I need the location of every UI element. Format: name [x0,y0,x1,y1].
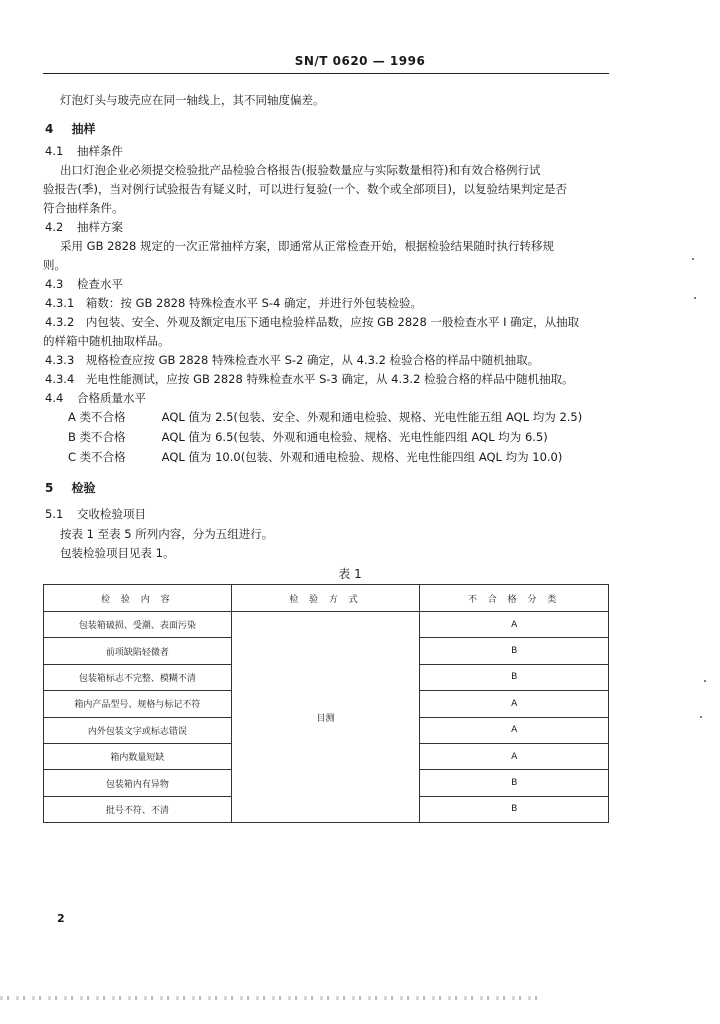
table-cell-class: B [420,638,609,664]
section-5-title: 检验 [71,481,96,495]
section-4-1-heading [45,143,123,159]
aql-class-b [68,429,548,445]
section-4-1-line-2: 验报告(季)，当对例行试验报告有疑义时，可以进行复验(一个、数个或全部项目)，以复验结果判定是否 [43,182,567,196]
aql-class-c [68,449,562,465]
table-cell-class: A [420,612,609,638]
section-4-4-heading [45,390,146,406]
section-4-3-number: 4.3 [45,277,64,291]
table-1-header-row [44,585,609,612]
table-1 [43,584,609,823]
scan-noise-strip [0,996,540,1000]
aql-class-a-text: AQL 值为 2.5(包装、安全、外观和通电检验、规格、光电性能五组 AQL 均为 2.5) [161,410,583,424]
standard-number: SN/T 0620 — 1996 [294,54,426,68]
section-5-1-number: 5.1 [45,507,64,521]
page-number: 2 [57,912,65,925]
table-1-header-class: 不 合 格 分 类 [420,585,609,612]
table-cell-class: A [420,743,609,769]
section-4-heading [45,120,96,137]
aql-class-a [68,409,582,425]
table-cell-item: 包装箱内有异物 [44,770,232,796]
section-4-3-3-number: 4.3.3 [45,353,75,367]
table-cell-class: A [420,691,609,717]
table-row [44,612,609,638]
section-4-3-3 [45,352,539,368]
section-4-4-number: 4.4 [45,391,64,405]
section-4-number: 4 [45,122,54,136]
section-5-1-line-2: 包装检验项目见表 1。 [60,546,175,560]
table-cell-class: B [420,664,609,690]
table-cell-class: B [420,796,609,822]
section-4-2-number: 4.2 [45,220,64,234]
section-4-3-3-text: 规格检查应按 GB 2828 特殊检查水平 S-2 确定，从 4.3.2 检验合格的样品中随机抽取。 [85,353,540,367]
section-4-3-1 [45,295,422,311]
table-cell-item: 包装箱标志不完整、模糊不清 [44,664,232,690]
table-cell-item: 箱内产品型号、规格与标记不符 [44,691,232,717]
section-4-title: 抽样 [71,122,96,136]
table-cell-item: 批号不符、不清 [44,796,232,822]
section-4-2-heading [45,219,123,235]
aql-class-c-text: AQL 值为 10.0(包装、外观和通电检验、规格、光电性能四组 AQL 均为 10.0) [161,450,563,464]
section-4-1-line-1: 出口灯泡企业必须提交检验批产品检验合格报告(报验数量应与实际数量相符)和有效合格例行试 [60,163,541,177]
section-4-3-2 [45,314,579,330]
section-4-4-title: 合格质量水平 [76,391,146,405]
table-cell-item: 箱内数量短缺 [44,743,232,769]
section-5-1-title: 交收检验项目 [76,507,146,521]
section-4-3-2-line-1: 内包装、安全、外观及额定电压下通电检验样品数，应按 GB 2828 一般检查水平 I 确定，从抽取 [85,315,580,329]
section-5-1-line-1: 按表 1 至表 5 所列内容，分为五组进行。 [60,527,274,541]
table-1-caption: 表 1 [338,567,362,581]
table-cell-item: 前项缺陷轻微者 [44,638,232,664]
section-4-3-heading [45,276,123,292]
section-4-2-line-1: 采用 GB 2828 规定的一次正常抽样方案，即通常从正常检查开始，根据检验结果随时执行转移规 [60,239,555,253]
scan-speck [694,297,696,299]
section-4-3-1-text: 箱数：按 GB 2828 特殊检查水平 S-4 确定，并进行外包装检验。 [85,296,423,310]
section-4-1-title: 抽样条件 [76,144,123,158]
scan-speck [692,258,694,260]
table-cell-method: 目测 [231,612,420,823]
header-rule [43,73,609,74]
section-4-1-line-3: 符合抽样条件。 [43,201,124,215]
table-1-header-method: 检 验 方 式 [231,585,420,612]
table-cell-item: 包装箱破损、受潮、表面污染 [44,612,232,638]
scan-speck [700,716,702,718]
aql-class-b-text: AQL 值为 6.5(包装、外观和通电检验、规格、光电性能四组 AQL 均为 6.5) [161,430,548,444]
section-4-3-title: 检查水平 [76,277,123,291]
section-4-3-2-number: 4.3.2 [45,315,75,329]
section-5-number: 5 [45,481,54,495]
section-4-3-4-text: 光电性能测试，应按 GB 2828 特殊检查水平 S-3 确定，从 4.3.2 检验合格的样品中随机抽取。 [85,372,574,386]
aql-class-a-label: A 类不合格 [68,410,126,424]
aql-class-b-label: B 类不合格 [68,430,126,444]
table-cell-class: B [420,770,609,796]
section-5-heading [45,479,96,496]
section-4-1-number: 4.1 [45,144,64,158]
aql-class-c-label: C 类不合格 [68,450,126,464]
section-4-3-4 [45,371,574,387]
section-4-3-1-number: 4.3.1 [45,296,75,310]
section-4-2-title: 抽样方案 [76,220,123,234]
section-5-1-heading [45,506,146,522]
section-4-3-2-line-2: 的样箱中随机抽取样品。 [43,334,170,348]
table-1-header-item: 检 验 内 容 [44,585,232,612]
scan-speck [704,680,706,682]
section-4-3-4-number: 4.3.4 [45,372,75,386]
intro-line: 灯泡灯头与玻壳应在同一轴线上，其不同轴度偏差。 [60,93,325,107]
table-cell-class: A [420,717,609,743]
table-cell-item: 内外包装文字或标志错误 [44,717,232,743]
section-4-2-line-2: 则。 [43,258,66,272]
